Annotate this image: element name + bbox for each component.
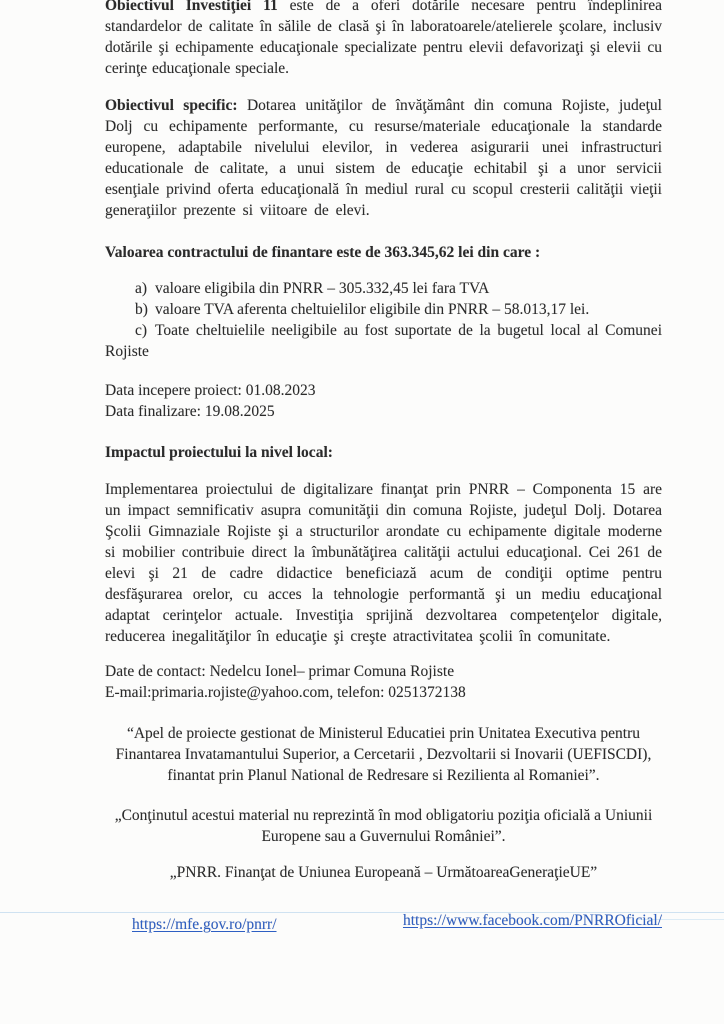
disclaimer-quote: „Conţinutul acestui material nu reprezintă în mod obligatoriu poziţia oficială a Uniunii Europene sau a Guvernului României”. xyxy=(114,807,653,845)
list-item-text: Toate cheltuielile neeligibile au fost suportate de la bugetul local al Comunei Rojiste xyxy=(105,322,662,360)
footer-links xyxy=(105,914,662,935)
specific-objective-paragraph xyxy=(105,95,662,221)
specific-objective-text: Dotarea unităţilor de învăţământ din comuna Rojiste, judeţul Dolj cu echipamente performante, cu resurse/materiale educaţionale la standarde europene, adaptabile nivelului elevilor, in vederea asigurarii unei infrastructuri educationale de calitate, a unui sistem de educaţie echitabil şi a unor servicii esenţiale privind oferta educaţională în mediul rural cu scopul cresterii calităţii vieţii generaţiilor prezente si viitoare de elevi. xyxy=(105,97,662,219)
list-item-marker: a) xyxy=(135,280,148,297)
project-dates xyxy=(105,380,662,422)
impact-paragraph: Implementarea proiectului de digitalizare finanţat prin PNRR – Componenta 15 are un impact semnificativ asupra comunităţii din comuna Rojiste, judeţul Dolj. Dotarea Şcolii Gimnaziale Rojiste şi a structurilor arondate cu echipamente digitale moderne si mobilier contribuie direct la îmbunătăţirea calităţii actului educaţional. Cei 261 de elevi şi 21 de cadre didactice beneficiază acum de condiţii optime pentru desfăşurarea orelor, cu acces la tehnologie performantă şi un mediu educaţional adaptat cerinţelor actuale. Investiţia sprijină dezvoltarea competenţelor digitale, reducerea inegalităţilor în educaţie şi creşte atractivitatea şcolii în comunitate. xyxy=(105,481,662,645)
contact-email-line: E-mail:primaria.rojiste@yahoo.com, telefon: 0251372138 xyxy=(105,684,466,701)
list-item-marker: b) xyxy=(135,301,148,318)
mfe-link[interactable]: https://mfe.gov.ro/pnrr/ xyxy=(132,916,277,933)
funding-breakdown-list xyxy=(105,278,662,362)
investment-objective-paragraph xyxy=(105,0,662,79)
list-item xyxy=(105,320,662,362)
specific-objective-lead: Obiectivul specific: xyxy=(105,97,238,114)
contact-name-line: Date de contact: Nedelcu Ionel– primar Comuna Rojiste xyxy=(105,663,455,680)
pnrr-funding-quote: „PNRR. Finanţat de Uniunea Europeană – UrmătoareaGeneraţieUE” xyxy=(169,864,598,881)
list-item-marker: c) xyxy=(135,322,148,339)
project-end-date: Data finalizare: 19.08.2025 xyxy=(105,403,275,420)
list-item-text: valoare eligibila din PNRR – 305.332,45 lei fara TVA xyxy=(155,280,490,297)
impact-heading: Impactul proiectului la nivel local: xyxy=(105,444,333,461)
list-item xyxy=(105,299,662,320)
investment-objective-lead: Obiectivul Investiţiei 11 xyxy=(105,0,278,14)
investment-objective-text: este de a oferi dotările necesare pentru îndeplinirea standardelor de calitate în sălile de clasă şi în laboratoarele/atelierele şcolare, inclusiv dotările şi echipamente educaţionale specializate pentru elevii defavorizaţi şi elevii cu cerinţe educaţionale speciale. xyxy=(105,0,663,77)
list-item xyxy=(105,278,662,299)
project-start-date: Data incepere proiect: 01.08.2023 xyxy=(105,382,316,399)
facebook-link[interactable]: https://www.facebook.com/PNRROficial/ xyxy=(402,912,662,929)
uefiscdi-quote: “Apel de proiecte gestionat de Ministerul Educatiei prin Unitatea Executiva pentru Finantarea Invatamantului Superior, a Cercetarii , Dezvoltarii si Inovarii (UEFISCDI), finantat prin Planul National de Redresare si Rezilienta al Romaniei”. xyxy=(115,725,652,784)
contact-block xyxy=(105,661,662,703)
list-item-text: valoare TVA aferenta cheltuielilor eligibile din PNRR – 58.013,17 lei. xyxy=(155,301,590,318)
contract-value-heading: Valoarea contractului de finantare este de 363.345,62 lei din care : xyxy=(105,244,541,261)
